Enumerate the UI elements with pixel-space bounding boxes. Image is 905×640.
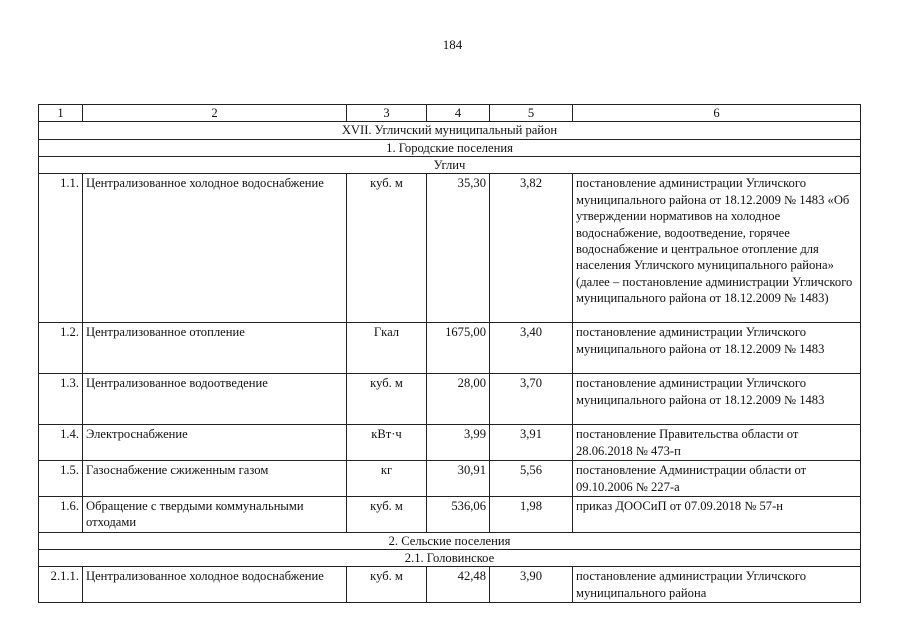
section-title: 1. Городские поселения [39, 139, 861, 156]
norm-value: 536,06 [427, 496, 490, 532]
header-row [39, 105, 861, 122]
norm-value: 28,00 [427, 374, 490, 425]
value: 3,40 [490, 323, 573, 374]
value: 3,90 [490, 567, 573, 603]
value: 5,56 [490, 461, 573, 497]
service-name: Электроснабжение [83, 425, 347, 461]
legal-document: постановление Правительства области от 28.06.2018 № 473-п [573, 425, 861, 461]
locality-row [39, 157, 861, 174]
row-number: 1.3. [39, 374, 83, 425]
norm-value: 30,91 [427, 461, 490, 497]
legal-document: приказ ДООСиП от 07.09.2018 № 57-н [573, 496, 861, 532]
service-name: Централизованное холодное водоснабжение [83, 174, 347, 323]
header-cell: 6 [573, 105, 861, 122]
section-row [39, 139, 861, 156]
unit: кг [347, 461, 427, 497]
unit: Гкал [347, 323, 427, 374]
service-name: Централизованное водоотведение [83, 374, 347, 425]
legal-document: постановление администрации Угличского муниципального района от 18.12.2009 № 1483 [573, 323, 861, 374]
service-name: Централизованное отопление [83, 323, 347, 374]
unit: куб. м [347, 374, 427, 425]
row-number: 1.1. [39, 174, 83, 323]
table-row [39, 567, 861, 603]
section-row [39, 532, 861, 549]
section-title: 2. Сельские поселения [39, 532, 861, 549]
header-cell: 1 [39, 105, 83, 122]
legal-document: постановление администрации Угличского муниципального района от 18.12.2009 № 1483 «Об утверждении нормативов на холодное водоснабжение, водоотведение, горячее водоснабжение и центральное отопление для населения Угличского муниципального района» (далее – постановление администрации Угличского муниципального района от 18.12.2009 № 1483) [573, 174, 861, 323]
value: 3,82 [490, 174, 573, 323]
header-cell: 3 [347, 105, 427, 122]
value: 3,70 [490, 374, 573, 425]
header-cell: 4 [427, 105, 490, 122]
service-name: Газоснабжение сжиженным газом [83, 461, 347, 497]
value: 1,98 [490, 496, 573, 532]
header-cell: 5 [490, 105, 573, 122]
row-number: 1.4. [39, 425, 83, 461]
unit: куб. м [347, 567, 427, 603]
row-number: 2.1.1. [39, 567, 83, 603]
row-number: 1.2. [39, 323, 83, 374]
locality-row [39, 549, 861, 566]
locality-title: 2.1. Головинское [39, 549, 861, 566]
table-row [39, 174, 861, 323]
legal-document: постановление администрации Угличского муниципального района от 18.12.2009 № 1483 [573, 374, 861, 425]
table-row [39, 461, 861, 497]
locality-title: Углич [39, 157, 861, 174]
service-name: Обращение с твердыми коммунальными отходами [83, 496, 347, 532]
header-cell: 2 [83, 105, 347, 122]
legal-document: постановление Администрации области от 09.10.2006 № 227-а [573, 461, 861, 497]
row-number: 1.6. [39, 496, 83, 532]
legal-document: постановление администрации Угличского муниципального района [573, 567, 861, 603]
tariff-table [38, 104, 861, 603]
norm-value: 42,48 [427, 567, 490, 603]
row-number: 1.5. [39, 461, 83, 497]
norm-value: 35,30 [427, 174, 490, 323]
table-row [39, 496, 861, 532]
table-row [39, 425, 861, 461]
table-row [39, 374, 861, 425]
value: 3,91 [490, 425, 573, 461]
norm-value: 1675,00 [427, 323, 490, 374]
unit: кВт·ч [347, 425, 427, 461]
service-name: Централизованное холодное водоснабжение [83, 567, 347, 603]
region-title: XVII. Угличский муниципальный район [39, 122, 861, 139]
table-row [39, 323, 861, 374]
unit: куб. м [347, 496, 427, 532]
region-row [39, 122, 861, 139]
page-number: 184 [442, 37, 463, 52]
unit: куб. м [347, 174, 427, 323]
norm-value: 3,99 [427, 425, 490, 461]
